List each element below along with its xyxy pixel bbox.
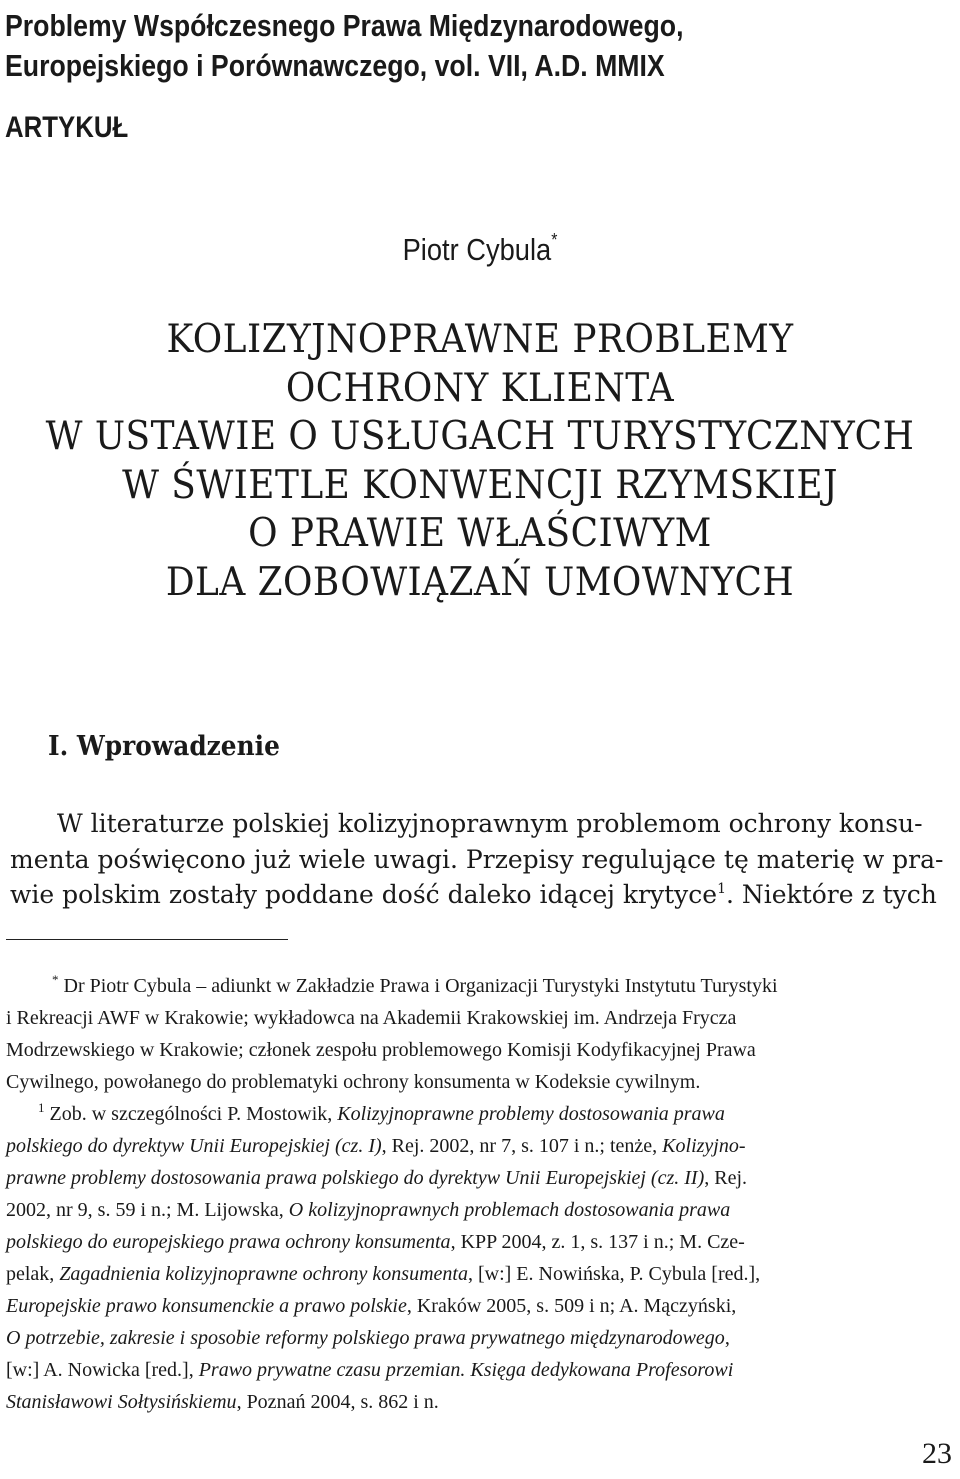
- footnote-line: [6, 1098, 956, 1130]
- footnote-line: Cywilnego, powołanego do problematyki ochrony konsumenta w Kodeksie cywilnym.: [6, 1071, 701, 1093]
- footnote-line: [6, 970, 956, 1002]
- journal-title-line-2: Europejskiego i Porównawczego, vol. VII, A.D. MMIX: [5, 48, 665, 83]
- cited-title: prawne problemy dostosowania prawa polskiego do dyrektyw Unii Europejskiej (cz. II): [6, 1167, 705, 1189]
- footnote-text: 2002, nr 9, s. 59 i n.; M. Lijowska,: [6, 1199, 289, 1221]
- cited-title: Stanisławowi Sołtysińskiemu: [6, 1391, 237, 1413]
- title-line: W USTAWIE O USŁUGACH TURYSTYCZNYCH: [45, 414, 915, 460]
- footnote-text: , Kraków 2005, s. 509 i n; A. Mączyński,: [406, 1295, 737, 1317]
- footnote-text: , Poznań 2004, s. 862 i n.: [236, 1391, 439, 1413]
- footnote-line: [6, 1162, 956, 1194]
- footnote-line: [6, 1194, 956, 1226]
- footnote-text: ,: [724, 1327, 730, 1349]
- title-line: DLA ZOBOWIĄZAŃ UMOWNYCH: [165, 559, 795, 605]
- title-line: W ŚWIETLE KONWENCJI RZYMSKIEJ: [122, 462, 838, 508]
- footnote-line: [6, 1258, 956, 1290]
- footnote-line: [6, 1386, 956, 1418]
- footnote-line: Modrzewskiego w Krakowie; członek zespołu problemowego Komisji Kodyfikacyjnej Prawa: [6, 1039, 756, 1061]
- body-paragraph: [10, 806, 955, 913]
- page-number: 23: [922, 1437, 952, 1470]
- cited-title: polskiego do europejskiego prawa ochrony konsumenta: [6, 1231, 451, 1253]
- footnote-line: [6, 1354, 956, 1386]
- body-line: [10, 877, 955, 913]
- footnote-line: i Rekreacji AWF w Krakowie; wykładowca na Akademii Krakowskiej im. Andrzeja Frycza: [6, 1007, 737, 1029]
- footnote-text: , [w:] E. Nowińska, P. Cybula [red.],: [467, 1263, 761, 1285]
- footnote-reference: 1: [717, 881, 726, 897]
- footnote-text: , Rej. 2002, nr 7, s. 107 i n.; tenże,: [381, 1135, 663, 1157]
- footnote-line: [6, 1130, 956, 1162]
- footnote-text: , Rej.: [704, 1167, 748, 1189]
- journal-title-line-1: Problemy Współczesnego Prawa Międzynarodowego,: [5, 8, 684, 43]
- cited-title: Zagadnienia kolizyjnoprawne ochrony konsumenta: [59, 1263, 468, 1285]
- article-type-label: ARTYKUŁ: [5, 111, 129, 144]
- body-text-span: wie polskim zostały poddane dość daleko idącej krytyce: [10, 880, 718, 909]
- footnote-separator: [6, 939, 288, 940]
- footnote-text: [w:] A. Nowicka [red.],: [6, 1359, 199, 1381]
- footnotes: [6, 970, 956, 1418]
- footnote-marker: 1: [38, 1100, 45, 1115]
- journal-header: [5, 6, 822, 86]
- cited-title: Europejskie prawo konsumenckie a prawo polskie: [6, 1295, 407, 1317]
- author-line: [58, 230, 903, 270]
- cited-title: O kolizyjnoprawnych problemach dostosowania prawa: [288, 1199, 731, 1221]
- body-text-span: . Niektóre z tych: [726, 880, 937, 909]
- article-title: [38, 316, 921, 608]
- cited-title: Kolizyjno-: [662, 1135, 746, 1157]
- cited-title: Kolizyjnoprawne problemy dostosowania prawa: [337, 1103, 725, 1125]
- body-line: menta poświęcono już wiele uwagi. Przepisy regulujące tę materię w pra-: [10, 844, 944, 874]
- footnote-line: [6, 1226, 956, 1258]
- author-footnote-marker: *: [551, 230, 558, 250]
- cited-title: Prawo prywatne czasu przemian. Księga dedykowana Profesorowi: [198, 1359, 734, 1381]
- title-line: O PRAWIE WŁAŚCIWYM: [248, 511, 712, 557]
- footnote-text: pelak,: [6, 1263, 60, 1285]
- title-line: KOLIZYJNOPRAWNE PROBLEMY: [166, 317, 794, 362]
- body-line: W literaturze polskiej kolizyjnoprawnym problemom ochrony konsu-: [57, 809, 923, 838]
- footnote-marker: *: [52, 972, 59, 987]
- footnote-text: , KPP 2004, z. 1, s. 137 i n.; M. Cze-: [450, 1231, 745, 1253]
- cited-title: polskiego do dyrektyw Unii Europejskiej (cz. I): [6, 1135, 382, 1157]
- footnote-text: Dr Piotr Cybula – adiunkt w Zakładzie Prawa i Organizacji Turystyki Instytutu Turystyki: [58, 975, 778, 997]
- footnote-line: [6, 1290, 956, 1322]
- footnote-line: [6, 1322, 956, 1354]
- section-heading: I. Wprowadzenie: [48, 731, 280, 762]
- author-name: Piotr Cybula: [402, 232, 552, 267]
- footnote-text: Zob. w szczególności P. Mostowik,: [44, 1103, 338, 1125]
- cited-title: O potrzebie, zakresie i sposobie reformy polskiego prawa prywatnego międzynarodowego: [6, 1327, 725, 1349]
- title-line: OCHRONY KLIENTA: [285, 365, 675, 411]
